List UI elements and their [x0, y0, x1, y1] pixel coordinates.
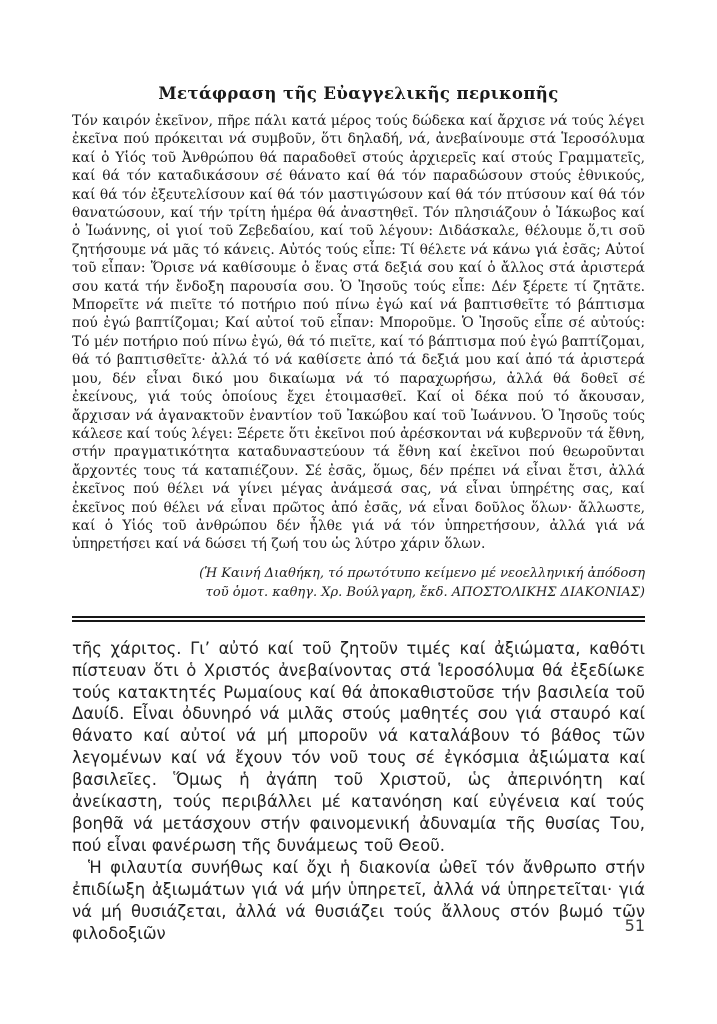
commentary-section [72, 638, 645, 945]
section-divider-rule [72, 616, 645, 622]
commentary-paragraph-1: τῆς χάριτος. Γι’ αὐτό καί τοῦ ζητοῦν τιμές καί ἀξιώματα, καθότι πίστευαν ὅτι ὁ Χριστός ἀνεβαίνοντας στά Ἱεροσόλυμα θά ἐξεδίωκε τούς κατακτητές Ρωμαίους καί θά ἀποκαθιστοῦσε τήν βασιλεία τοῦ Δαυίδ. Εἶναι ὀδυνηρό νά μιλᾶς στούς μαθητές σου γιά σταυρό καί θάνατο καί αὐτοί νά μή μποροῦν νά καταλάβουν τό βάθος τῶν λεγομένων καί νά ἔχουν τόν νοῦ τους σέ ἐγκόσμια ἀξιώματα καί βασιλεῖες. Ὅμως ἡ ἀγάπη τοῦ Χριστοῦ, ὡς ἀπερινόητη καί ἀνείκαστη, τούς περιβάλλει μέ κατανόηση καί εὐγένεια καί τούς βοηθᾶ νά μετάσχουν στήν φαινομενική ἀδυναμία τῆς θυσίας Του, πού εἶναι φανέρωση τῆς δυνάμεως τοῦ Θεοῦ. [72, 638, 645, 855]
gospel-translation-text: Τόν καιρόν ἐκεῖνον, πῆρε πάλι κατά μέρος τούς δώδεκα καί ἄρχισε νά τούς λέγει ἐκεῖνα πού πρόκειται νά συμβοῦν, ὅτι δηλαδή, νά, ἀνεβαίνουμε στά Ἱεροσόλυμα καί ὁ Υἱός τοῦ Ἀνθρώπου θά παραδοθεῖ στούς ἀρχιερεῖς καί στούς Γραμματεῖς, καί θά τόν καταδικάσουν σέ θάνατο καί θά τόν παραδώσουν στούς ἐθνικούς, καί θά τόν ἐξευτελίσουν καί θά τόν μαστιγώσουν καί θά τόν πτύσουν καί θά τόν θανατώσουν, καί τήν τρίτη ἡμέρα θά ἀναστηθεῖ. Τόν πλησιάζουν ὁ Ἰάκωβος καί ὁ Ἰωάννης, οἱ γιοί τοῦ Ζεβεδαίου, καί τοῦ λέγουν: Διδάσκαλε, θέλουμε ὅ,τι σοῦ ζητήσουμε νά μᾶς τό κάνεις. Αὐτός τούς εἶπε: Τί θέλετε νά κάνω γιά ἐσᾶς; Αὐτοί τοῦ εἶπαν: Ὅρισε νά καθίσουμε ὁ ἕνας στά δεξιά σου καί ὁ ἄλλος στά ἀριστερά σου κατά τήν ἔνδοξη παρουσία σου. Ὁ Ἰησοῦς τούς εἶπε: Δέν ξέρετε τί ζητᾶτε. Μπορεῖτε νά πιεῖτε τό ποτήριο πού πίνω ἐγώ καί νά βαπτισθεῖτε τό βάπτισμα πού ἐγώ βαπτίζομαι; Καί αὐτοί τοῦ εἶπαν: Μποροῦμε. Ὁ Ἰησοῦς εἶπε σέ αὐτούς: Τό μέν ποτήριο πού πίνω ἐγώ, θά τό πιεῖτε, καί τό βάπτισμα πού ἐγώ βαπτίζομαι, θά τό βαπτισθεῖτε· ἀλλά τό νά καθίσετε ἀπό τά δεξιά μου καί ἀπό τά ἀριστερά μου, δέν εἶναι δικό μου δικαίωμα νά τό παραχωρήσω, ἀλλά θά δοθεῖ σέ ἐκείνους, γιά τούς ὁποίους ἔχει ἑτοιμασθεῖ. Καί οἱ δέκα πού τό ἄκουσαν, ἄρχισαν νά ἀγανακτοῦν ἐναντίον τοῦ Ἰακώβου καί τοῦ Ἰωάννου. Ὁ Ἰησοῦς τούς κάλεσε καί τούς λέγει: Ξέρετε ὅτι ἐκεῖνοι πού ἀρέσκονται νά κυβερνοῦν τά ἔθνη, στήν πραγματικότητα καταδυναστεύουν τά ἔθνη καί ἐκεῖνοι πού θεωροῦνται ἄρχοντές τους τά καταπιέζουν. Σέ ἐσᾶς, ὅμως, δέν πρέπει νά εἶναι ἔτσι, ἀλλά ἐκεῖνος πού θέλει νά γίνει μέγας ἀνάμεσά σας, νά εἶναι ὑπηρέτης σας, καί ἐκεῖνος πού θέλει νά εἶναι πρῶτος ἀπό ἐσᾶς, νά εἶναι δοῦλος ὅλων· ἄλλωστε, καί ὁ Υἱός τοῦ ἀνθρώπου δέν ἦλθε γιά νά τόν ὑπηρετήσουν, ἀλλά γιά νά ὑπηρετήσει καί νά δώσει τή ζωή του ὡς λύτρο χάριν ὅλων. [72, 113, 645, 553]
text-column [72, 0, 645, 944]
source-citation [72, 564, 645, 603]
page-number: 51 [624, 916, 645, 935]
commentary-paragraph-2: Ἡ φιλαυτία συνήθως καί ὄχι ἡ διακονία ὠθεῖ τόν ἄνθρωπο στήν ἐπιδίωξη ἀξιωμάτων γιά νά μήν ὑπηρετεῖ, ἀλλά νά ὑπηρετεῖται· γιά νά μή θυσιάζεται, ἀλλά νά θυσιάζει τούς ἄλλους στόν βωμό τῶν φιλοδοξιῶν [72, 857, 645, 943]
page-title: Μετάφραση τῆς Εὐαγγελικῆς περικοπῆς [158, 84, 559, 103]
citation-line-1: (Ἡ Καινή Διαθήκη, τό πρωτότυπο κείμενο μέ νεοελληνική ἀπόδοση [199, 565, 645, 581]
citation-line-2: τοῦ ὁμοτ. καθηγ. Χρ. Βούλγαρη, ἔκδ. ΑΠΟΣΤΟΛΙΚΗΣ ΔΙΑΚΟΝΙΑΣ) [205, 585, 645, 601]
